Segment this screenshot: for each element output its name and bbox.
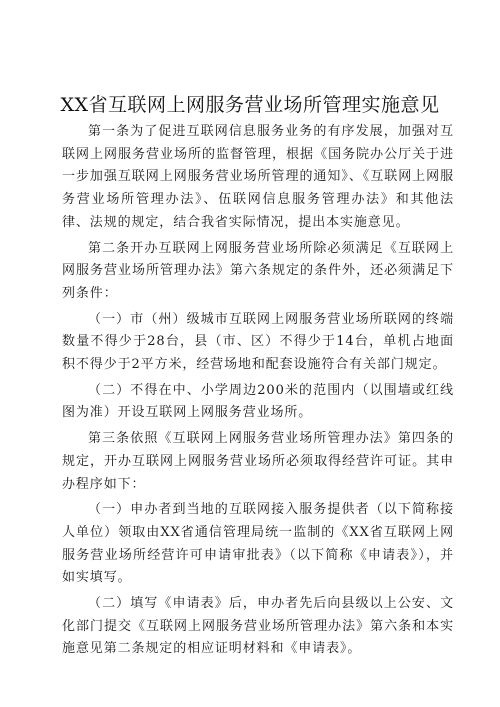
document-body [62,121,454,664]
paragraph-article-1: 第一条为了促进互联网信息服务业务的有序发展，加强对互联网上网服务营业场所的监督管理，根据《国务院办公厅关于进一步加强互联网上网服务营业场所管理的通知》、《互联网上网服务营业场所管理办法》、伍联网信息服务管理办法》和其他法律、法规的规定，结合我省实际情况，提出本实施意见。 [62,124,454,230]
paragraph-article-3: 第三条依照《互联网上网服务营业场所管理办法》第四条的规定，开办互联网上网服务营业场所必须取得经营许可证。其申办程序如下： [62,431,454,492]
paragraph-article-2-item-1: （一）市（州）级城市互联网上网服务营业场所联网的终端数量不得少于28台，县（市、区）不得少于14台，单机占地面积不得少于2平方米，经营场地和配套设施符合有关部门规定。 [62,311,454,373]
paragraph-article-2: 第二条开办互联网上网服务营业场所除必须满足《互联网上网服务营业场所管理办法》第六条规定的条件外，还必须满足下列条件： [62,240,454,301]
paragraph-article-3-item-2: （二）填写《申请表》后，申办者先后向县级以上公安、文化部门提交《互联网上网服务营业场所管理办法》第六条和本实施意见第二条规定的相应证明材料和《申请表》。 [62,596,454,657]
paragraph-article-2-item-2: （二）不得在中、小学周边200米的范围内（以围墙或红线图为准）开设互联网上网服务营业场所。 [62,382,454,421]
document-title: XX省互联网上网服务营业场所管理实施意见 [60,94,440,116]
paragraph-article-3-item-1: （一）申办者到当地的互联网接入服务提供者（以下简称接人单位）领取由XX省通信管理局统一监制的《XX省互联网上网服务营业场所经营许可申请审批表》（以下简称《申请表》），并如实填写。 [62,502,454,586]
